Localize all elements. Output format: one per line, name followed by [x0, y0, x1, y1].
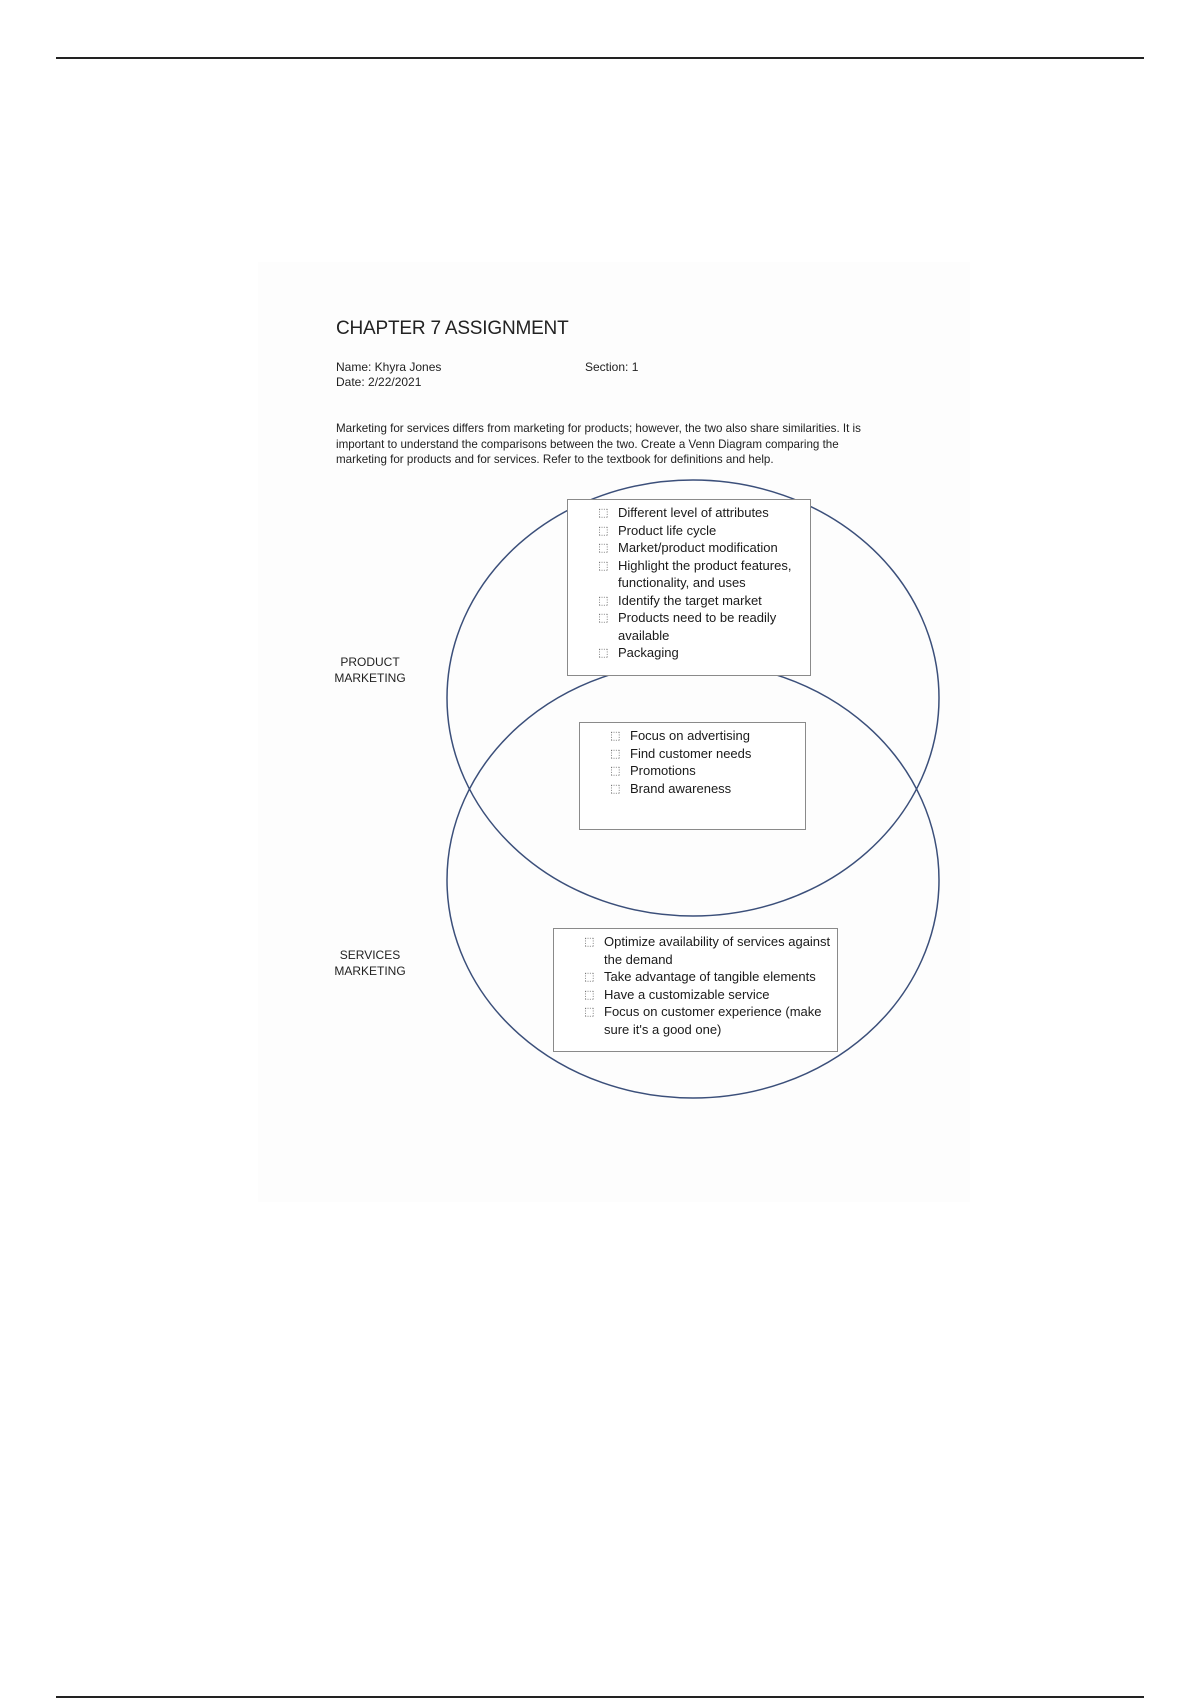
shared-items-list [610, 727, 805, 797]
list-item-text: Focus on customer experience (make sure it's a good one) [604, 1004, 822, 1037]
list-item-text: Identify the target market [618, 592, 762, 608]
list-item-text: Different level of attributes [618, 505, 769, 520]
list-item-text: Market/product modification [618, 540, 778, 555]
product-only-box [567, 499, 811, 676]
services-only-box [553, 928, 838, 1052]
bullet-icon: ⬚ [598, 523, 609, 537]
list-item [610, 745, 805, 763]
list-item-text: Promotions [630, 763, 696, 778]
list-item-text: Product life cycle [618, 522, 717, 538]
list-item [584, 986, 836, 1004]
list-item [598, 609, 808, 644]
list-item [598, 522, 808, 540]
list-item [584, 933, 836, 968]
services-marketing-label: SERVICES MARKETING [334, 948, 406, 978]
bullet-icon: ⬚ [598, 506, 609, 519]
list-item-text: Optimize availability of services against the demand [604, 934, 831, 967]
bullet-icon: ⬚ [584, 1005, 595, 1018]
services-items-list [584, 933, 836, 1038]
list-item [584, 968, 836, 986]
list-item-text: Packaging [618, 645, 679, 660]
bullet-icon: ⬚ [584, 970, 595, 983]
bullet-icon: ⬚ [610, 746, 621, 760]
list-item-text: Have a customizable service [604, 986, 770, 1002]
bullet-icon: ⬚ [584, 987, 595, 1001]
list-item [598, 504, 808, 522]
bullet-icon: ⬚ [610, 781, 621, 795]
assignment-instructions: Marketing for services differs from marketing for products; however, the two also share similarities. It is important to understand the comparisons between the two. Create a Venn Diagram comparing the marketing for products and for services. Refer to the textbook for definitions and help. [336, 422, 861, 466]
bullet-icon: ⬚ [598, 646, 609, 659]
list-item [610, 780, 805, 798]
bullet-icon: ⬚ [610, 729, 621, 742]
list-item-text: Focus on advertising [630, 728, 750, 743]
page-title: CHAPTER 7 ASSIGNMENT [336, 318, 569, 339]
list-item [598, 557, 808, 592]
shared-box [579, 722, 806, 830]
list-item-text: Products need to be readily available [618, 610, 777, 643]
section-number: Section: 1 [585, 360, 639, 374]
list-item-text: Brand awareness [630, 780, 732, 796]
bullet-icon: ⬚ [584, 935, 595, 948]
list-item-text: Find customer needs [630, 745, 752, 761]
bullet-icon: ⬚ [598, 611, 609, 624]
list-item [610, 727, 805, 745]
list-item [598, 539, 808, 557]
product-items-list [598, 504, 808, 662]
product-marketing-label: PRODUCT MARKETING [334, 655, 406, 685]
list-item [598, 644, 808, 662]
list-item-text: Take advantage of tangible elements [604, 969, 816, 984]
list-item [598, 592, 808, 610]
bullet-icon: ⬚ [598, 558, 609, 572]
student-name: Name: Khyra Jones [336, 360, 442, 374]
list-item [610, 762, 805, 780]
list-item [584, 1003, 836, 1038]
bottom-rule [56, 1696, 1144, 1698]
bullet-icon: ⬚ [598, 593, 609, 607]
assignment-date: Date: 2/22/2021 [336, 375, 422, 389]
bullet-icon: ⬚ [610, 764, 621, 777]
bullet-icon: ⬚ [598, 541, 609, 554]
list-item-text: Highlight the product features, functionality, and uses [618, 557, 792, 590]
